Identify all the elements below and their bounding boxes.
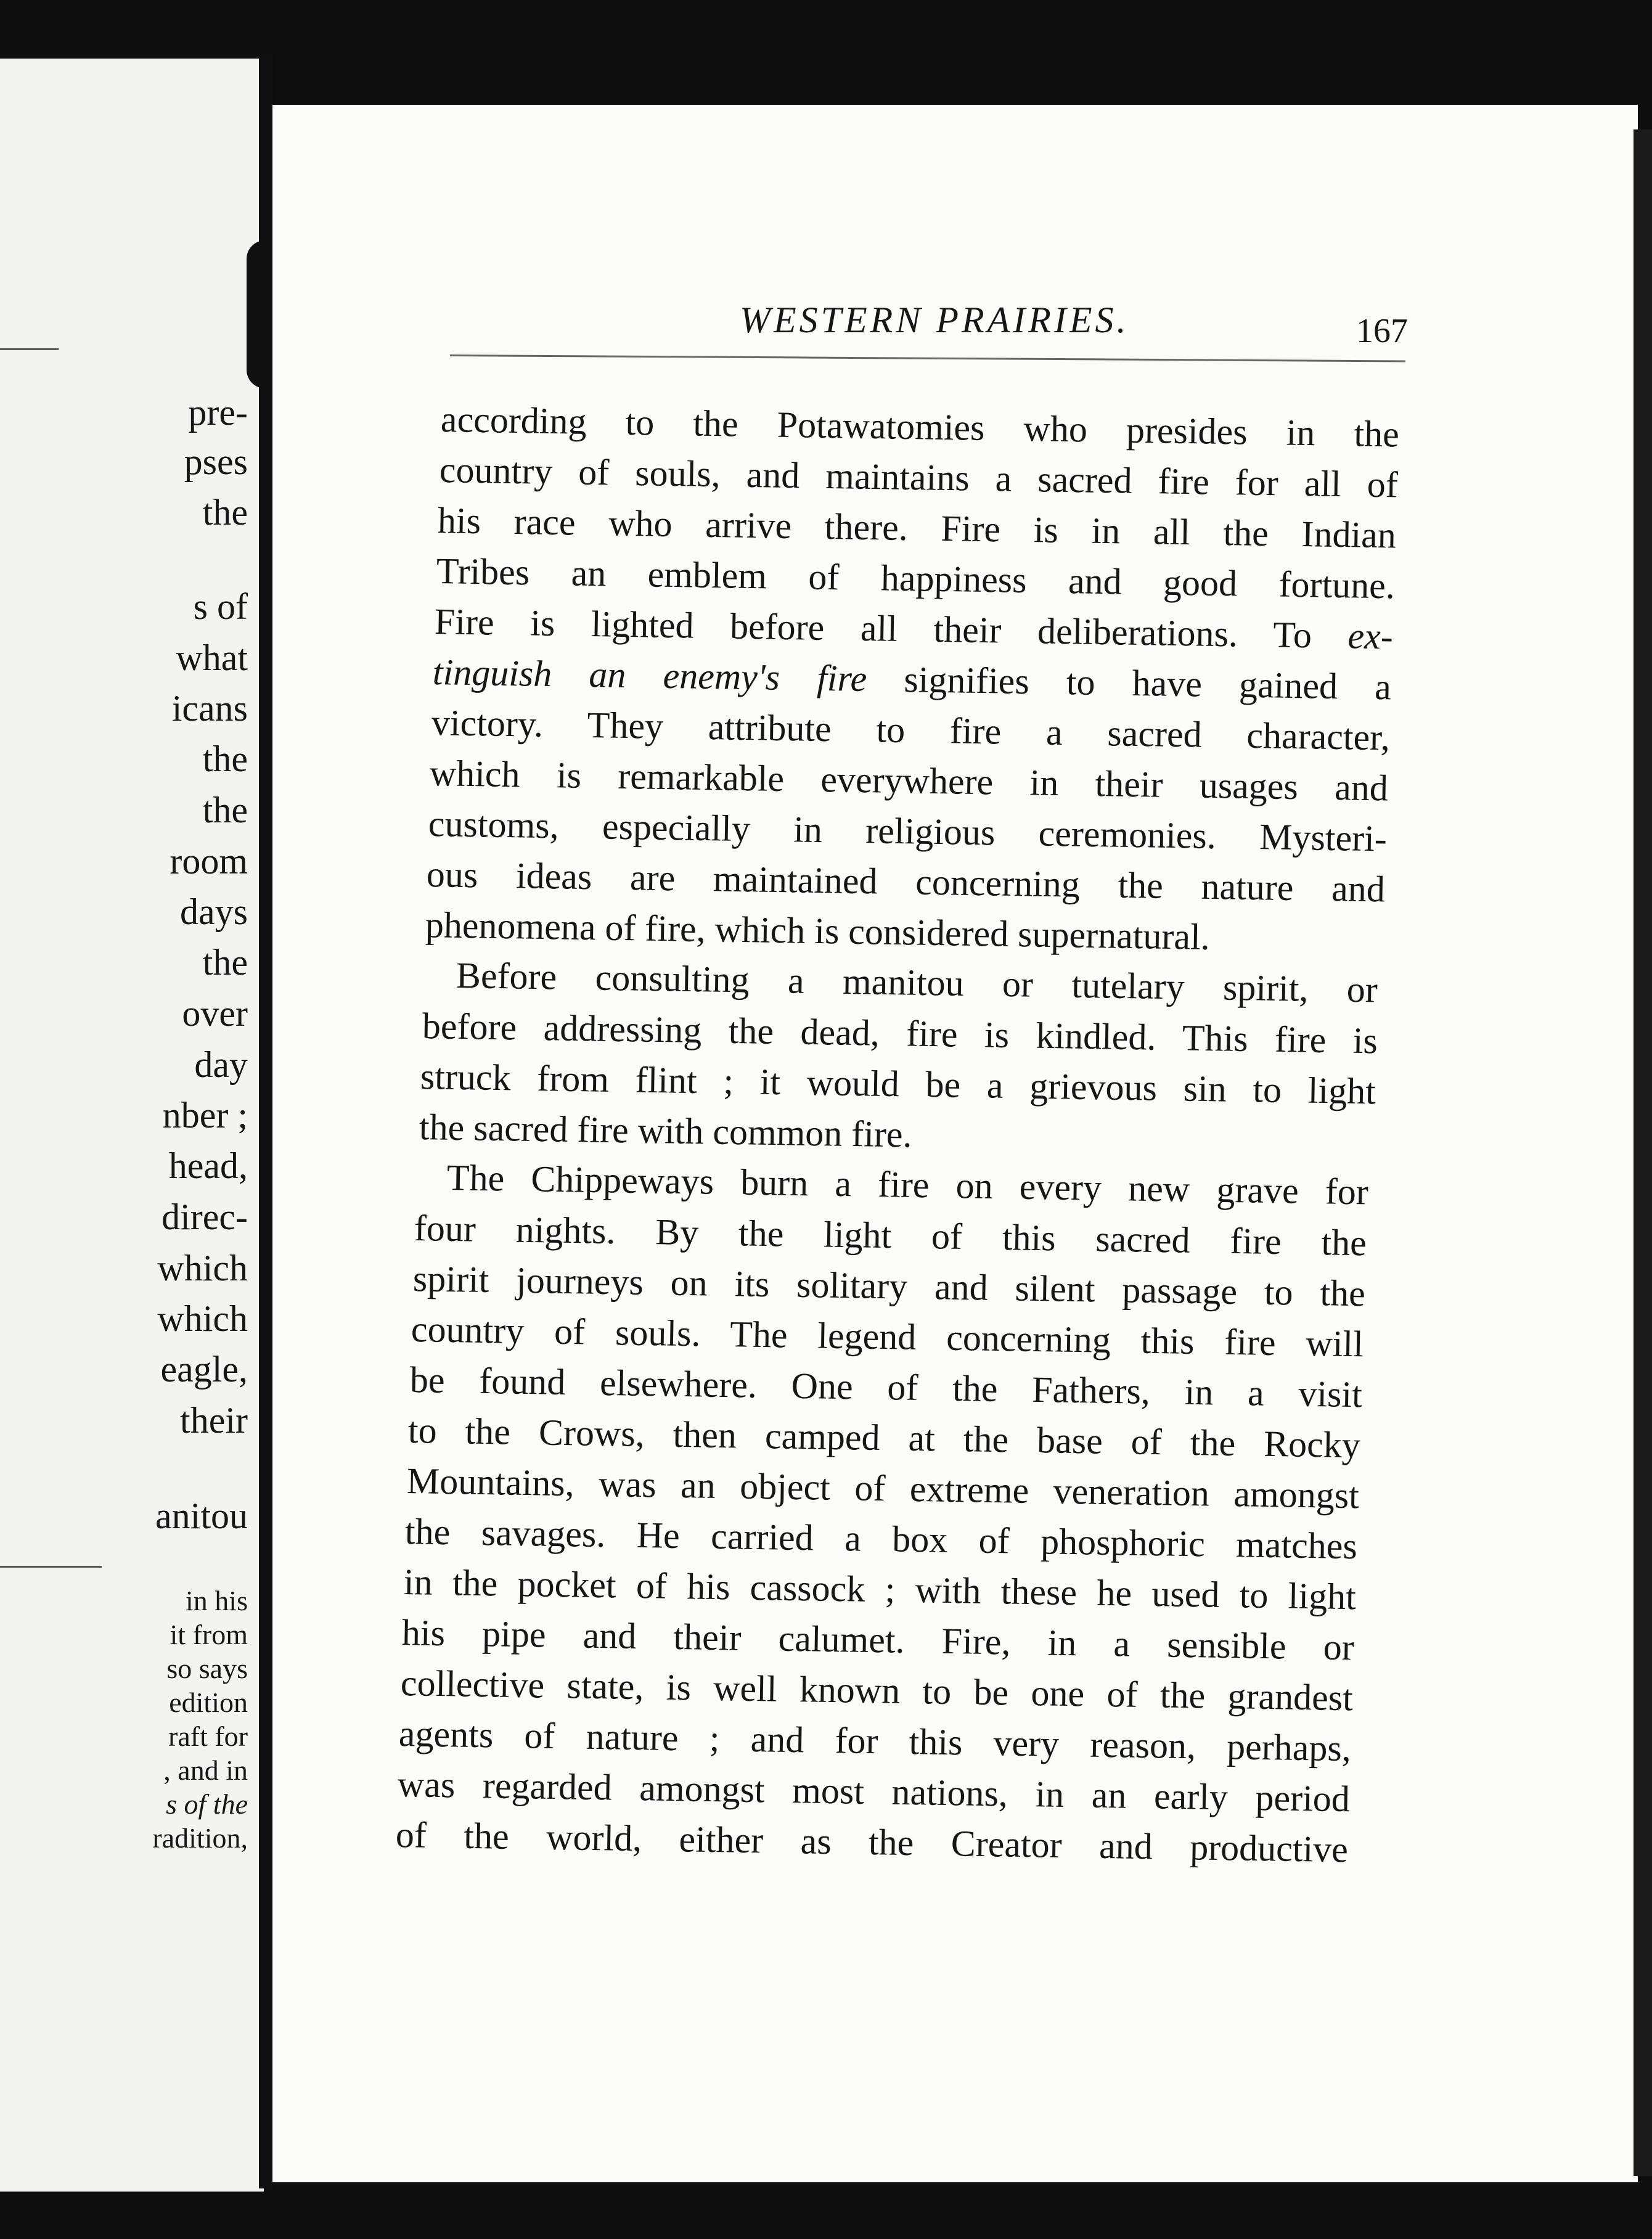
italic-phrase: ex- <box>1347 615 1394 657</box>
text-line: Tribes an emblem of happiness and good fortune. <box>436 551 1396 607</box>
previous-page-line: pses <box>184 441 248 482</box>
text-line: be found elsewhere. One of the Fathers, in a visit <box>409 1359 1363 1415</box>
text-line: before addressing the dead, fire is kindled. This fire is <box>422 1005 1378 1062</box>
previous-page-line: the <box>202 492 248 533</box>
text-line: country of souls. The legend concerning this fire will <box>411 1309 1364 1365</box>
text-line: the savages. He carried a box of phosphoric matches <box>404 1511 1358 1567</box>
previous-page-line: nber ; <box>162 1095 248 1136</box>
text-line: according to the Potawatomies who presides in the <box>440 399 1400 455</box>
previous-page-line: pre- <box>188 392 248 433</box>
text-line <box>432 652 1392 708</box>
previous-page-line: their <box>180 1400 248 1441</box>
previous-page-line: s of <box>193 586 248 627</box>
text-line: collective state, is well known to be one of the grandest <box>400 1663 1354 1719</box>
previous-page-footnote-line: so says <box>166 1653 248 1684</box>
previous-page-line: icans <box>171 688 248 729</box>
previous-page-footnote-line: it from <box>170 1619 248 1650</box>
previous-page-line: room <box>170 841 248 882</box>
previous-page-footnote-line: edition <box>169 1687 248 1718</box>
previous-page-line: head, <box>168 1145 248 1186</box>
text-line: which is remarkable everywhere in their usages and <box>429 753 1389 809</box>
text-line <box>435 603 1394 655</box>
previous-page-line: eagle, <box>160 1349 248 1390</box>
previous-page-line: which <box>157 1298 248 1339</box>
previous-page-footnote-line: raft for <box>168 1721 248 1752</box>
previous-page-footnote-line: , and in <box>163 1754 248 1786</box>
text-line: ous ideas are maintained concerning the nature and <box>426 854 1386 910</box>
previous-page-line: the <box>202 790 248 830</box>
text-line: the sacred fire with common fire. <box>419 1107 913 1155</box>
text-line: his pipe and their calumet. Fire, in a sensible or <box>401 1612 1355 1668</box>
previous-page-line: direc- <box>162 1197 248 1237</box>
text-line: country of souls, and maintains a sacred fire for all of <box>439 449 1399 506</box>
previous-page-footnote-line: s of the <box>166 1788 248 1820</box>
text-line: The Chippeways burn a fire on every new grave for <box>446 1157 1369 1213</box>
previous-page-footnote-line: in his <box>186 1585 248 1616</box>
previous-page-footnote-line: radition, <box>152 1822 248 1854</box>
text-line: struck from flint ; it would be a grievous sin to light <box>420 1056 1376 1112</box>
text-line: phenomena of fire, which is considered supernatural. <box>425 904 1211 957</box>
text-line: agents of nature ; and for this very reason, perhaps, <box>398 1713 1352 1769</box>
text-line: customs, especially in religious ceremonies. Mysteri- <box>428 803 1388 859</box>
text-line: spirit journeys on its solitary and silent passage to the <box>412 1258 1366 1314</box>
text-line: his race who arrive there. Fire is in all the Indian <box>437 500 1397 556</box>
previous-page-line: which <box>157 1248 248 1288</box>
text-line: to the Crows, then camped at the base of the Rocky <box>407 1410 1361 1466</box>
text-line-roman: tinguish an enemy's fire signifies to have gained a <box>432 652 1392 708</box>
previous-page-line: days <box>180 891 248 932</box>
page-number: 167 <box>1356 312 1408 350</box>
previous-page-line: what <box>176 637 248 678</box>
running-title: WESTERN PRAIRIES. <box>740 300 1129 340</box>
text-line: four nights. By the light of this sacred fire the <box>414 1208 1367 1264</box>
text-line-roman: Fire is lighted before all their deliberations. To ex- <box>434 601 1394 657</box>
previous-page-line: the <box>202 942 248 983</box>
text-line: in the pocket of his cassock ; with these he used to light <box>403 1562 1357 1618</box>
text-line: Before consulting a manitou or tutelary spirit, or <box>456 955 1378 1010</box>
text-line: victory. They attribute to fire a sacred character, <box>431 702 1391 758</box>
text-line: was regarded amongst most nations, in an early period <box>397 1764 1351 1820</box>
text-line: Mountains, was an object of extreme veneration amongst <box>406 1460 1360 1517</box>
italic-phrase: tinguish an enemy's fire <box>432 652 867 700</box>
previous-page-line: anitou <box>155 1496 248 1536</box>
previous-page-line: the <box>202 739 248 779</box>
text-line: of the world, either as the Creator and productive <box>395 1814 1349 1870</box>
previous-page-line: day <box>194 1044 248 1085</box>
previous-page-line: over <box>182 993 248 1034</box>
